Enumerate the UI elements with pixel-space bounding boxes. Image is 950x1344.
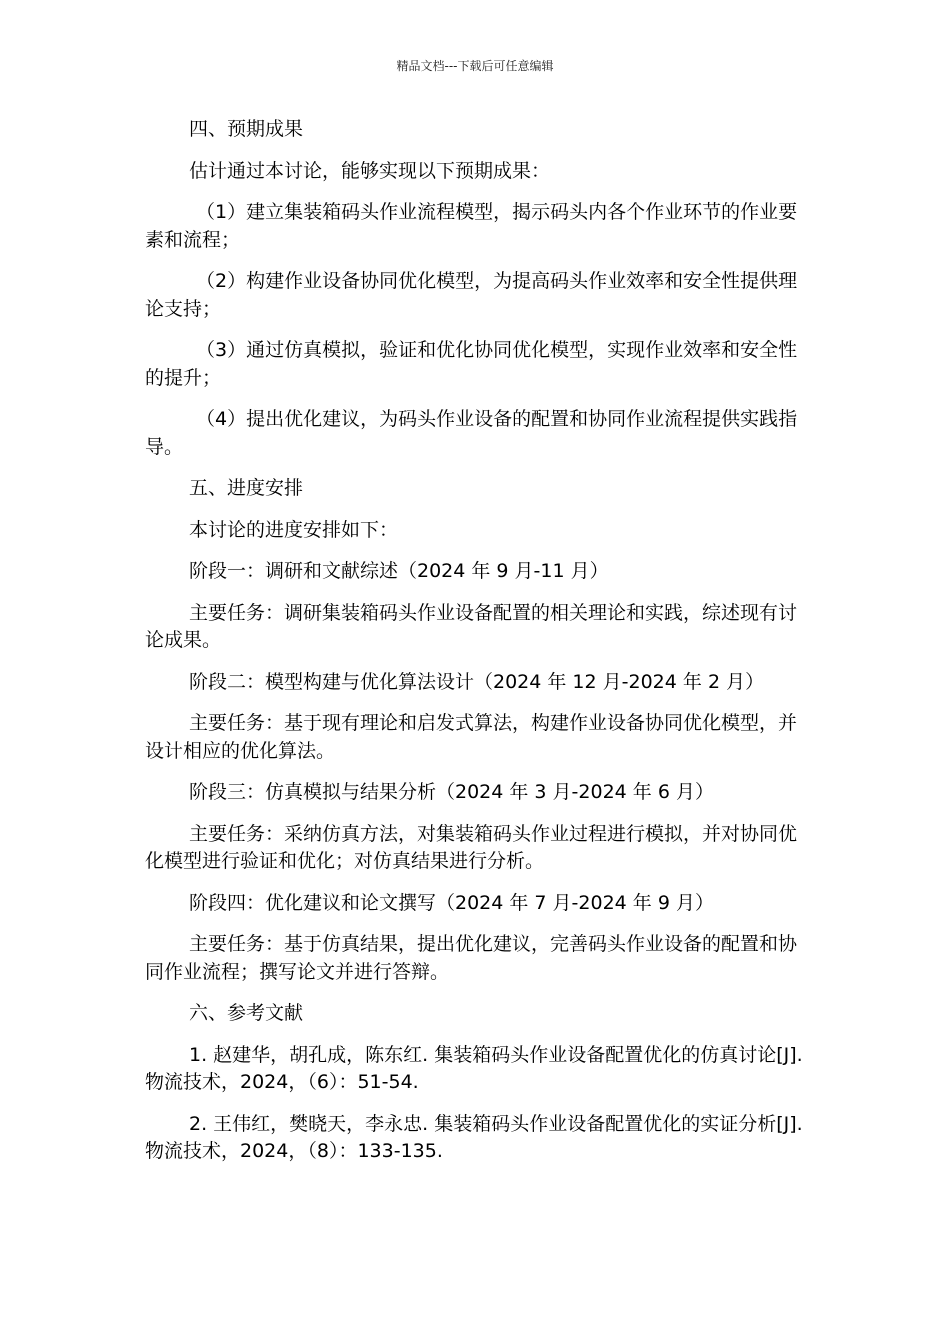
section-heading-references: 六、参考文献 bbox=[189, 1002, 304, 1024]
result-item-3: （3）通过仿真模拟，验证和优化协同优化模型，实现作业效率和安全性的提升； bbox=[145, 339, 798, 389]
result-item-2: （2）构建作业设备协同优化模型，为提高码头作业效率和安全性提供理论支持； bbox=[145, 270, 798, 320]
body-paragraph: 本讨论的进度安排如下： bbox=[189, 518, 399, 541]
reference-item-1: 1. 赵建华，胡孔成，陈东红. 集装箱码头作业设备配置优化的仿真讨论[J]. 物流技术，2024，（6）：51-54. bbox=[145, 1043, 803, 1093]
document-body bbox=[145, 116, 805, 1180]
phase-2-title: 阶段二：模型构建与优化算法设计（2024 年 12 月-2024 年 2 月） bbox=[189, 670, 765, 693]
result-item-1: （1）建立集装箱码头作业流程模型，揭示码头内各个作业环节的作业要素和流程； bbox=[145, 201, 798, 251]
phase-2-task: 主要任务：基于现有理论和启发式算法，构建作业设备协同优化模型，并设计相应的优化算法。 bbox=[145, 712, 798, 762]
phase-3-title: 阶段三：仿真模拟与结果分析（2024 年 3 月-2024 年 6 月） bbox=[189, 781, 714, 803]
phase-3-task: 主要任务：采纳仿真方法，对集装箱码头作业过程进行模拟，并对协同优化模型进行验证和优化；对仿真结果进行分析。 bbox=[145, 822, 798, 872]
result-item-4: （4）提出优化建议，为码头作业设备的配置和协同作业流程提供实践指导。 bbox=[145, 408, 798, 458]
phase-4-task: 主要任务：基于仿真结果，提出优化建议，完善码头作业设备的配置和协同作业流程；撰写论文并进行答辩。 bbox=[145, 933, 798, 983]
reference-item-2: 2. 王伟红，樊晓天，李永忠. 集装箱码头作业设备配置优化的实证分析[J]. 物流技术，2024，（8）：133-135. bbox=[145, 1112, 803, 1162]
section-heading-schedule: 五、进度安排 bbox=[189, 477, 304, 499]
phase-4-title: 阶段四：优化建议和论文撰写（2024 年 7 月-2024 年 9 月） bbox=[189, 891, 714, 914]
page-header: 精品文档---下载后可任意编辑 bbox=[396, 59, 554, 73]
phase-1-task: 主要任务：调研集装箱码头作业设备配置的相关理论和实践，综述现有讨论成果。 bbox=[145, 601, 798, 651]
section-heading-expected-results: 四、预期成果 bbox=[189, 118, 304, 140]
phase-1-title: 阶段一：调研和文献综述（2024 年 9 月-11 月） bbox=[189, 560, 609, 582]
body-paragraph: 估计通过本讨论，能够实现以下预期成果： bbox=[189, 159, 551, 182]
